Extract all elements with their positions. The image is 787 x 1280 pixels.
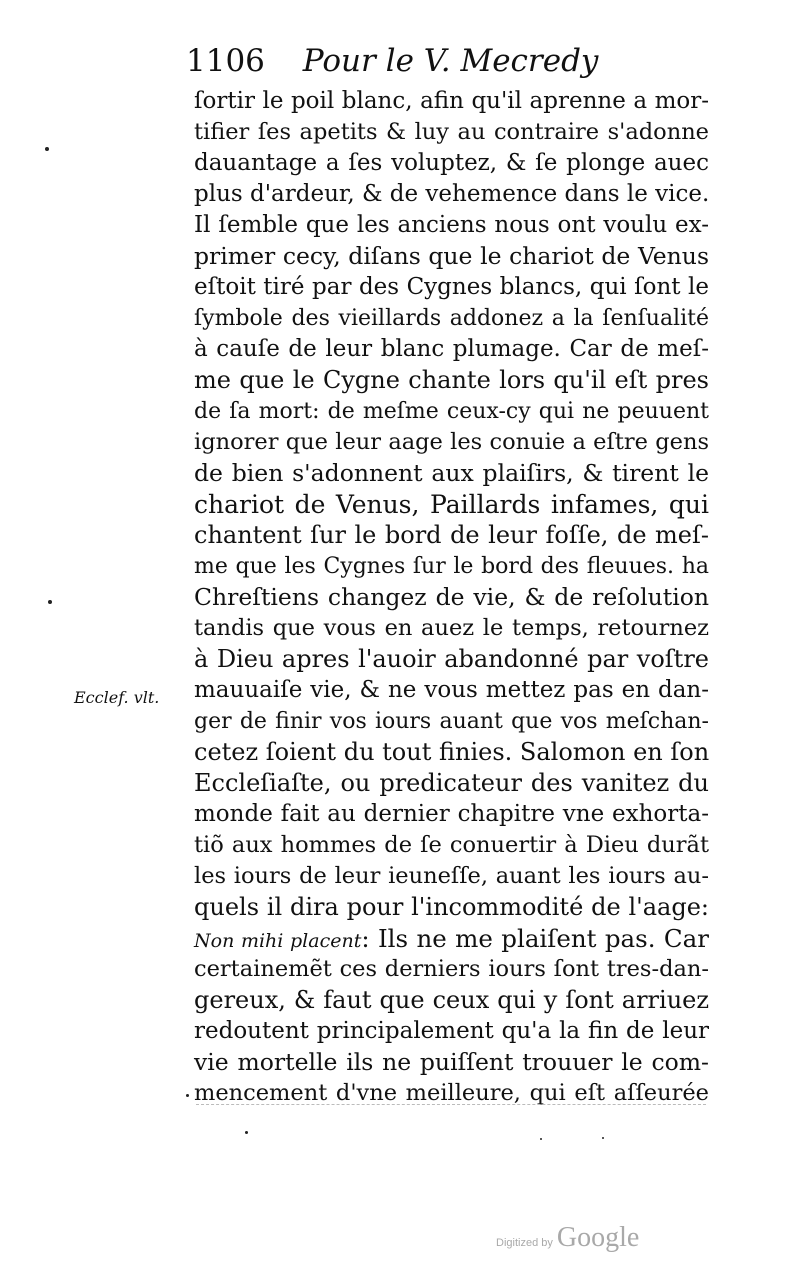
text-line: monde fait au dernier chapitre vne exhorta- (194, 801, 709, 827)
text-line: Eccleſiaſte, ou predicateur des vanitez du (194, 769, 709, 797)
text-line: mencement d'vne meilleure, qui eſt aſſeurée (194, 1080, 709, 1106)
text-line: vie mortelle ils ne puiſſent trouuer le com- (194, 1048, 709, 1076)
text-line: redoutent principalement qu'a la fin de leur (194, 1018, 709, 1044)
digitized-watermark (496, 1222, 639, 1254)
text-line: ger de finir vos iours auant que vos meſchan- (194, 709, 709, 734)
text-line: certainemẽt ces derniers iours ſont tres-dan- (194, 956, 709, 982)
text-line: cetez ſoient du tout finies. Salomon en ſon (194, 738, 710, 766)
text-line: me que les Cygnes ſur le bord des fleuues. ha (194, 554, 709, 579)
body-text (194, 86, 709, 1109)
text-line: Il ſemble que les anciens nous ont voulu ex- (194, 212, 709, 238)
text-line: quels il dira pour l'incommodité de l'aage: (194, 893, 709, 921)
text-line: plus d'ardeur, & de vehemence dans le vice. (194, 181, 710, 207)
running-title: Pour le V. Mecredy (302, 43, 599, 79)
latin-quote: Non mihi placent (194, 930, 362, 952)
text-line: chariot de Venus, Paillards infames, qui (194, 490, 709, 519)
text-line: eſtoit tiré par des Cygnes blancs, qui ſont le (194, 274, 709, 300)
text-line: ſymbole des vieillards addonez a la ſenſualité (194, 306, 709, 331)
page-number: 1106 (186, 43, 265, 79)
text-line: les iours de leur ieuneſſe, auant les iours au- (194, 863, 709, 889)
bottom-rule (196, 1104, 706, 1105)
text-line: de ſa mort: de meſme ceux-cy qui ne peuuent (194, 399, 709, 424)
text-line: de bien s'adonnent aux plaiſirs, & tirent le (194, 459, 709, 487)
text-line: à Dieu apres l'auoir abandonné par voſtre (194, 645, 709, 673)
text-line: chantent ſur le bord de leur foſſe, de meſ- (194, 521, 709, 549)
running-header (186, 38, 706, 84)
text-line: tandis que vous en auez le temps, retournez (194, 615, 709, 641)
text-line: à cauſe de leur blanc plumage. Car de meſ- (194, 336, 709, 362)
google-logo: Google (556, 1222, 640, 1253)
text-line: tiõ aux hommes de ſe conuertir à Dieu durãt (194, 832, 709, 858)
text-line: tifier ſes apetits & luy au contraire s'adonne (194, 119, 709, 145)
text-line: ſortir le poil blanc, afin qu'il aprenne a mor- (194, 88, 709, 114)
text-line: primer cecy, diſans que le chariot de Venus (194, 242, 709, 270)
text-line: me que le Cygne chante lors qu'il eſt pres (194, 366, 709, 394)
margin-note: Ecclef. vlt. (74, 688, 160, 707)
text-line: Chreſtiens changez de vie, & de reſolution (194, 583, 709, 611)
text-line: dauantage a ſes voluptez, & ſe plonge auec (194, 150, 709, 176)
text-line: gereux, & faut que ceux qui y ſont arriuez (194, 986, 709, 1014)
text-line-italic-quote (194, 923, 709, 954)
text-line: mauuaiſe vie, & ne vous mettez pas en dan- (194, 677, 709, 703)
watermark-prefix: Digitized by (496, 1237, 553, 1249)
quote-translation: : Ils ne me plaiſent pas. Car (361, 924, 709, 953)
text-line: ignorer que leur aage les conuie a eſtre gens (194, 429, 709, 455)
